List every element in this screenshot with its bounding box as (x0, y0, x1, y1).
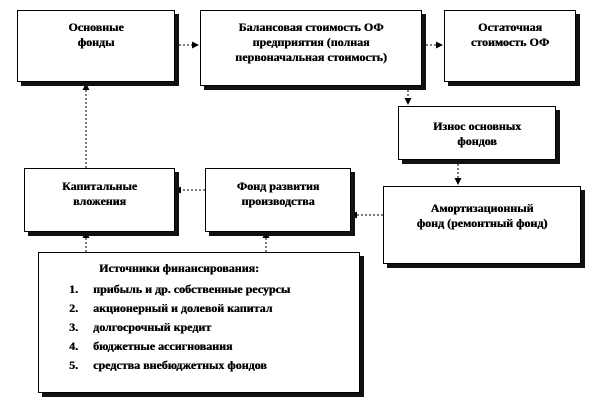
list-item (69, 280, 290, 299)
box-capital-investment (24, 168, 175, 232)
list-item (69, 299, 290, 318)
list-item-text: средства внебюджетных фондов (93, 358, 267, 372)
list-item-text: прибыль и др. собственные ресурсы (93, 282, 291, 296)
box-amortization-fund (383, 186, 581, 264)
list-item-number: 3. (69, 320, 78, 334)
box-balance-value-label: Балансовая стоимость ОФ предприятия (полная первоначальная стоимость) (235, 20, 387, 64)
box-residual-value-label: Остаточная стоимость ОФ (470, 20, 550, 49)
list-item (69, 337, 290, 356)
list-item-number: 5. (69, 358, 78, 372)
box-residual-value (444, 10, 576, 82)
box-development-fund (205, 168, 351, 232)
financing-sources-list (69, 280, 290, 375)
box-depreciation (398, 106, 556, 160)
box-fixed-assets (17, 10, 175, 82)
box-balance-value (200, 10, 422, 86)
box-depreciation-label: Износ основных фондов (432, 119, 522, 148)
list-item-number: 2. (69, 301, 78, 315)
list-item-text: долгосрочный кредит (93, 320, 212, 334)
list-item (69, 318, 290, 337)
box-financing-sources (38, 252, 360, 393)
list-item-number: 4. (69, 339, 78, 353)
box-fixed-assets-label: Основные фонды (68, 20, 124, 49)
list-item-number: 1. (69, 282, 78, 296)
list-item (69, 356, 290, 375)
list-item-text: акционерный и долевой капитал (93, 301, 273, 315)
box-amortization-fund-label: Амортизационный фонд (ремонтный фонд) (416, 201, 548, 230)
box-development-fund-label: Фонд развития производства (236, 179, 320, 208)
list-item-text: бюджетные ассигнования (93, 339, 233, 353)
box-capital-investment-label: Капитальные вложения (61, 179, 138, 208)
financing-sources-title: Источники финансирования: (99, 261, 259, 275)
